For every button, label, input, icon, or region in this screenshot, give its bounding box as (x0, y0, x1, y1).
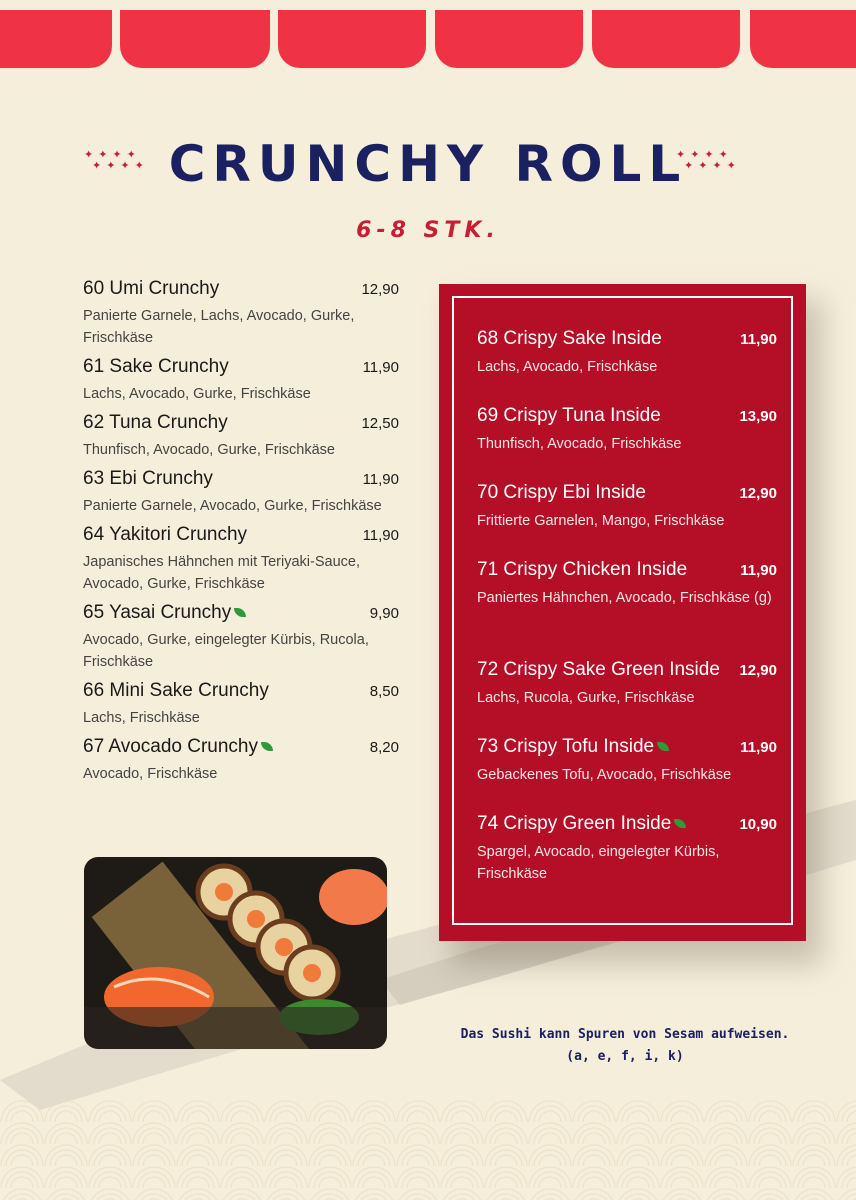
menu-item (83, 524, 399, 595)
stars-row: ✦✦✦✦ (676, 149, 733, 161)
menu-item-description: Thunfisch, Avocado, Frischkäse (477, 436, 682, 452)
menu-item-row (477, 328, 777, 350)
menu-item-name: 73 Crispy Tofu Inside (477, 736, 655, 757)
awning-tab (592, 10, 740, 68)
menu-item (477, 813, 777, 885)
awning-tab (0, 10, 112, 68)
awning-tab (435, 10, 583, 68)
menu-item-description: Lachs, Frischkäse (83, 710, 200, 726)
menu-item-name-wrap (477, 405, 661, 427)
menu-item-description: Lachs, Avocado, Gurke, Frischkäse (83, 386, 311, 402)
menu-item-row (477, 482, 777, 504)
wave-pattern-footer (0, 1100, 856, 1200)
menu-item-price: 12,90 (739, 485, 777, 502)
menu-item-description: Avocado, Frischkäse (83, 766, 218, 782)
menu-item-row (83, 356, 399, 378)
menu-item (83, 602, 399, 673)
menu-item-description: Avocado, Gurke, eingelegter Kürbis, Rucola, Frischkäse (83, 632, 369, 670)
menu-item-name-wrap (477, 559, 687, 581)
menu-item-row (477, 659, 777, 681)
menu-item-name-wrap (477, 813, 686, 835)
menu-item-name: 60 Umi Crunchy (83, 278, 220, 299)
menu-item-name-wrap (83, 602, 246, 624)
menu-item-name: 65 Yasai Crunchy (83, 602, 232, 623)
menu-item-name: 64 Yakitori Crunchy (83, 524, 248, 545)
menu-item (477, 405, 777, 455)
menu-item-row (477, 559, 777, 581)
menu-item-price: 13,90 (739, 408, 777, 425)
menu-item-price: 11,90 (362, 359, 399, 376)
menu-item-price: 10,90 (739, 816, 777, 833)
menu-item (83, 680, 399, 729)
menu-item-price: 12,50 (361, 415, 399, 432)
stars-row: ✦✦✦✦ (684, 160, 741, 172)
stars-row: ✦✦✦✦ (84, 149, 141, 161)
menu-item (83, 468, 399, 517)
menu-item-price: 11,90 (740, 739, 777, 756)
menu-item-name-wrap (477, 328, 662, 350)
menu-item-description: Gebackenes Tofu, Avocado, Frischkäse (477, 767, 732, 783)
menu-item-description: Lachs, Avocado, Frischkäse (477, 359, 658, 375)
menu-item-description: Japanisches Hähnchen mit Teriyaki-Sauce, Avocado, Gurke, Frischkäse (83, 554, 360, 592)
vegan-leaf-icon (261, 742, 273, 751)
menu-item-description: Paniertes Hähnchen, Avocado, Frischkäse (g) (477, 590, 772, 606)
menu-item-row (83, 680, 399, 702)
awning-banner (0, 0, 856, 72)
menu-item-price: 11,90 (362, 471, 399, 488)
menu-item-row (477, 405, 777, 427)
menu-item-price: 8,50 (369, 683, 399, 700)
sushi-photo (84, 857, 387, 1049)
allergy-note-line: Das Sushi kann Spuren von Sesam aufweisen. (460, 1027, 790, 1042)
menu-item (83, 356, 399, 405)
stars-right-decoration (676, 150, 741, 172)
menu-item-name: 66 Mini Sake Crunchy (83, 680, 269, 701)
menu-item-name-wrap (477, 736, 669, 758)
menu-item-name: 71 Crispy Chicken Inside (477, 559, 688, 580)
menu-item (83, 278, 399, 349)
menu-item-price: 8,20 (369, 739, 399, 756)
menu-item (83, 736, 399, 785)
page-subtitle: 6-8 STK. (356, 218, 500, 243)
menu-item-name-wrap (83, 524, 247, 546)
menu-item-price: 11,90 (740, 562, 777, 579)
menu-item-name-wrap (83, 278, 219, 300)
menu-item-name: 72 Crispy Sake Green Inside (477, 659, 720, 680)
allergy-codes: (a, e, f, i, k) (566, 1049, 684, 1064)
menu-item (477, 482, 777, 532)
menu-item-description: Frittierte Garnelen, Mango, Frischkäse (477, 513, 725, 529)
menu-item-name: 69 Crispy Tuna Inside (477, 405, 661, 426)
menu-item (477, 559, 777, 609)
menu-item-price: 12,90 (739, 662, 777, 679)
menu-item-description: Lachs, Rucola, Gurke, Frischkäse (477, 690, 695, 706)
menu-item-name: 68 Crispy Sake Inside (477, 328, 662, 349)
allergy-note (440, 1024, 810, 1068)
menu-item-row (83, 524, 399, 546)
page-title: CRUNCHY ROLL (168, 135, 688, 193)
stars-row: ✦✦✦✦ (92, 160, 149, 172)
menu-item-description: Thunfisch, Avocado, Gurke, Frischkäse (83, 442, 335, 458)
menu-item-description: Panierte Garnele, Lachs, Avocado, Gurke, Frischkäse (83, 308, 355, 346)
menu-item-name: 70 Crispy Ebi Inside (477, 482, 646, 503)
menu-item-description: Spargel, Avocado, eingelegter Kürbis, Frischkäse (477, 844, 720, 882)
menu-item-name-wrap (477, 659, 720, 681)
menu-item-name: 61 Sake Crunchy (83, 356, 229, 377)
vegan-leaf-icon (234, 608, 246, 617)
menu-item (477, 328, 777, 378)
vegan-leaf-icon (674, 819, 686, 828)
left-menu-list (83, 278, 399, 792)
menu-item-row (477, 813, 777, 835)
menu-item-price: 12,90 (361, 281, 399, 298)
menu-item-name: 62 Tuna Crunchy (83, 412, 228, 433)
menu-item (477, 659, 777, 709)
menu-item-description: Panierte Garnele, Avocado, Gurke, Frischkäse (83, 498, 382, 514)
menu-item-name: 67 Avocado Crunchy (83, 736, 258, 757)
menu-item-row (83, 736, 399, 758)
menu-item-name-wrap (83, 468, 213, 490)
menu-item-row (83, 468, 399, 490)
menu-item-name-wrap (83, 412, 228, 434)
menu-item-row (83, 412, 399, 434)
menu-item-price: 11,90 (362, 527, 399, 544)
menu-item-row (83, 602, 399, 624)
menu-item-row (83, 278, 399, 300)
menu-item-name-wrap (83, 736, 273, 758)
menu-item-price: 11,90 (740, 331, 777, 348)
awning-tab (750, 10, 856, 68)
menu-item-name: 74 Crispy Green Inside (477, 813, 672, 834)
menu-item-name-wrap (83, 680, 269, 702)
menu-item (477, 736, 777, 786)
awning-tab (278, 10, 426, 68)
menu-item-row (477, 736, 777, 758)
menu-item (83, 412, 399, 461)
awning-tab (120, 10, 270, 68)
crispy-inside-card (439, 284, 806, 941)
menu-item-name: 63 Ebi Crunchy (83, 468, 213, 489)
menu-item-price: 9,90 (369, 605, 399, 622)
vegan-leaf-icon (657, 742, 669, 751)
sushi-photo-graphic (84, 857, 387, 1049)
menu-item-name-wrap (477, 482, 646, 504)
menu-item-name-wrap (83, 356, 229, 378)
